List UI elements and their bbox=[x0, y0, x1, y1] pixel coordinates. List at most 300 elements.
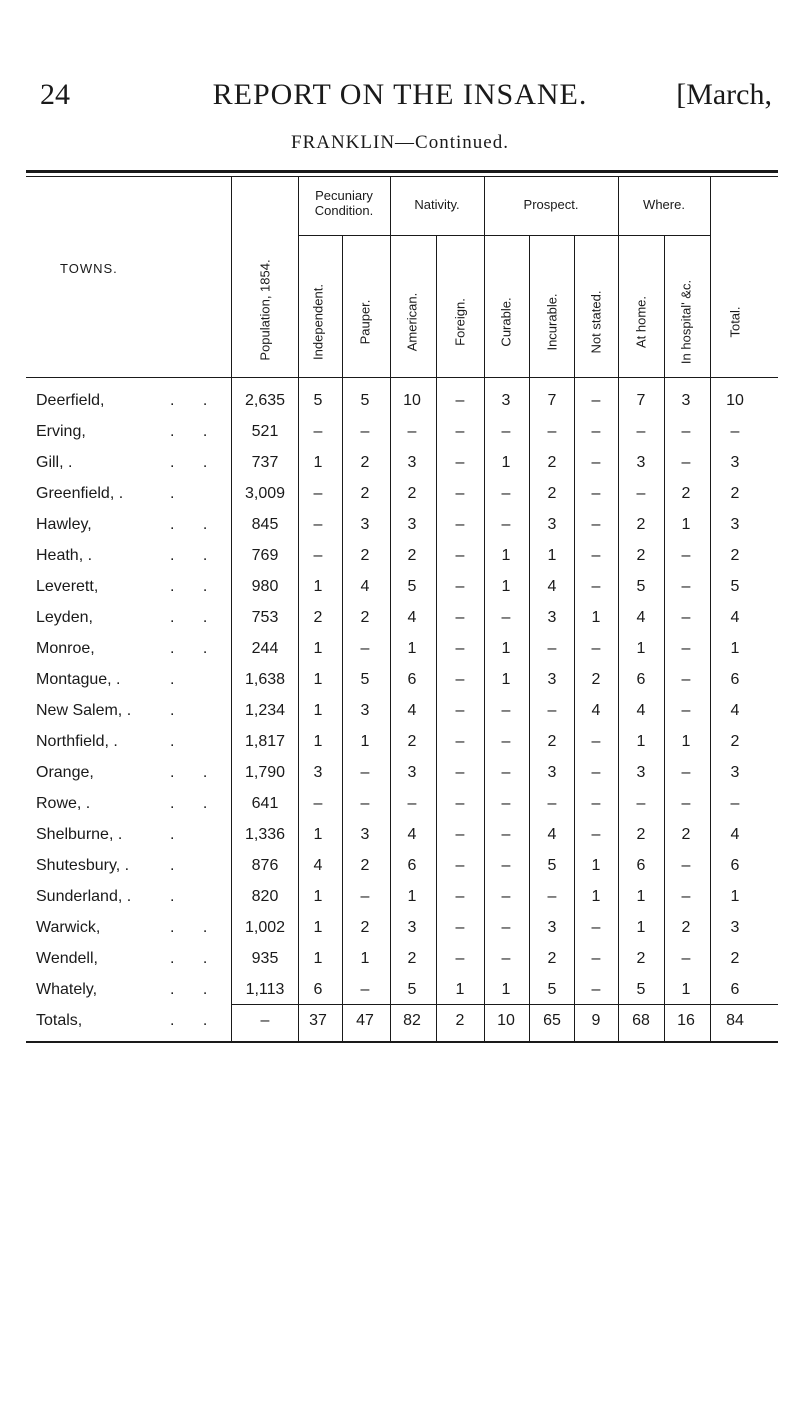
table-cell: – bbox=[455, 888, 465, 905]
table-cell: 3 bbox=[730, 919, 740, 936]
table-row bbox=[0, 888, 800, 918]
table-cell: 6 bbox=[636, 671, 646, 688]
table-cell: – bbox=[636, 485, 646, 502]
table-cell: 2 bbox=[547, 454, 557, 471]
table-cell: 1 bbox=[681, 516, 691, 533]
running-head: REPORT ON THE INSANE. bbox=[212, 78, 588, 111]
table-cell: 980 bbox=[251, 578, 279, 595]
table-cell: – bbox=[455, 609, 465, 626]
table-cell: 2 bbox=[681, 826, 691, 843]
town-name: Leyden, bbox=[36, 609, 93, 626]
town-name: Greenfield, . bbox=[36, 485, 124, 502]
table-cell: – bbox=[591, 950, 601, 967]
table-cell: 753 bbox=[251, 609, 279, 626]
table-cell: – bbox=[360, 764, 370, 781]
table-cell: 2 bbox=[636, 516, 646, 533]
table-cell: – bbox=[681, 547, 691, 564]
table-cell: 1 bbox=[636, 888, 646, 905]
table-cell: – bbox=[501, 826, 511, 843]
table-cell: 4 bbox=[730, 609, 740, 626]
table-cell: – bbox=[636, 795, 646, 812]
table-cell: 769 bbox=[251, 547, 279, 564]
table-row bbox=[0, 516, 800, 546]
table-cell: 4 bbox=[730, 826, 740, 843]
table-cell: 37 bbox=[309, 1012, 327, 1029]
table-cell: – bbox=[455, 857, 465, 874]
table-cell: 2 bbox=[547, 485, 557, 502]
leader-dots: . bbox=[170, 733, 187, 750]
table-row bbox=[0, 671, 800, 701]
table-cell: – bbox=[455, 423, 465, 440]
table-cell: – bbox=[455, 640, 465, 657]
table-cell: 1 bbox=[407, 888, 417, 905]
table-cell: 10 bbox=[403, 392, 421, 409]
leader-dots: . . bbox=[170, 609, 220, 626]
table-cell: – bbox=[591, 454, 601, 471]
table-cell: 1,336 bbox=[244, 826, 286, 843]
town-name: Sunderland, . bbox=[36, 888, 132, 905]
table-cell: 4 bbox=[407, 702, 417, 719]
table-cell: 2 bbox=[407, 547, 417, 564]
table-cell: – bbox=[591, 423, 601, 440]
table-cell: – bbox=[501, 950, 511, 967]
table-cell: 1 bbox=[313, 919, 323, 936]
table-cell: 5 bbox=[360, 671, 370, 688]
table-cell: 1 bbox=[681, 981, 691, 998]
table-row bbox=[0, 609, 800, 639]
table-cell: 820 bbox=[251, 888, 279, 905]
table-cell: 3 bbox=[547, 609, 557, 626]
table-cell: – bbox=[681, 609, 691, 626]
table-cell: 3 bbox=[407, 919, 417, 936]
column-header-label: Curable. bbox=[498, 297, 514, 347]
table-cell: 1,638 bbox=[244, 671, 286, 688]
table-cell: 1 bbox=[360, 950, 370, 967]
table-cell: 68 bbox=[632, 1012, 650, 1029]
table-cell: 1 bbox=[547, 547, 557, 564]
table-cell: – bbox=[681, 857, 691, 874]
leader-dots: . . bbox=[170, 640, 220, 657]
table-cell: 1 bbox=[730, 640, 740, 657]
leader-dots: . . bbox=[170, 950, 220, 967]
table-cell: – bbox=[501, 795, 511, 812]
leader-dots: . . bbox=[170, 795, 220, 812]
leader-dots: . . bbox=[170, 454, 220, 471]
table-cell: 2 bbox=[730, 733, 740, 750]
table-cell: 4 bbox=[547, 826, 557, 843]
table-cell: 6 bbox=[313, 981, 323, 998]
table-cell: 3 bbox=[360, 702, 370, 719]
table-cell: – bbox=[636, 423, 646, 440]
table-cell: 1 bbox=[501, 547, 511, 564]
table-cell: 1 bbox=[360, 733, 370, 750]
table-cell: 4 bbox=[313, 857, 323, 874]
table-cell: 641 bbox=[251, 795, 279, 812]
table-cell: 2 bbox=[360, 857, 370, 874]
table-cell: – bbox=[501, 857, 511, 874]
table-cell: – bbox=[455, 485, 465, 502]
table-row bbox=[0, 485, 800, 515]
table-cell: 3 bbox=[730, 454, 740, 471]
leader-dots: . . bbox=[170, 981, 220, 998]
column-header-label: Total. bbox=[727, 306, 743, 338]
town-name: Montague, . bbox=[36, 671, 121, 688]
table-row bbox=[0, 857, 800, 887]
table-cell: 521 bbox=[251, 423, 279, 440]
table-cell: 2 bbox=[547, 733, 557, 750]
table-cell: 5 bbox=[636, 981, 646, 998]
table-cell: 1 bbox=[591, 609, 601, 626]
column-header-label: Foreign. bbox=[452, 298, 468, 346]
table-cell: 1,113 bbox=[245, 981, 285, 998]
table-cell: 1 bbox=[636, 733, 646, 750]
table-cell: 4 bbox=[636, 609, 646, 626]
table-cell: 6 bbox=[407, 671, 417, 688]
table-cell: – bbox=[681, 578, 691, 595]
table-cell: – bbox=[591, 795, 601, 812]
table-cell: 2 bbox=[636, 547, 646, 564]
town-name: Warwick, bbox=[36, 919, 101, 936]
table-cell: 1 bbox=[636, 640, 646, 657]
table-cell: – bbox=[260, 1012, 270, 1029]
table-cell: – bbox=[455, 826, 465, 843]
column-header-label: Population, 1854. bbox=[257, 259, 273, 361]
group-header-prospect: Prospect. bbox=[523, 197, 579, 212]
table-cell: 1 bbox=[681, 733, 691, 750]
table-cell: – bbox=[547, 795, 557, 812]
table-cell: – bbox=[591, 578, 601, 595]
group-header-pecuniary: Pecuniary Condition. bbox=[314, 188, 374, 218]
table-cell: – bbox=[547, 702, 557, 719]
town-name: Rowe, . bbox=[36, 795, 91, 812]
town-name: Wendell, bbox=[36, 950, 98, 967]
table-row bbox=[0, 392, 800, 422]
town-name: New Salem, . bbox=[36, 702, 132, 719]
table-cell: – bbox=[730, 423, 740, 440]
table-cell: – bbox=[455, 454, 465, 471]
leader-dots: . bbox=[170, 485, 187, 502]
table-cell: – bbox=[547, 423, 557, 440]
table-cell: 1 bbox=[313, 671, 323, 688]
table-cell: – bbox=[591, 516, 601, 533]
table-cell: 3 bbox=[636, 764, 646, 781]
leader-dots: . . bbox=[170, 516, 220, 533]
town-name: Deerfield, bbox=[36, 392, 105, 409]
table-cell: 10 bbox=[497, 1012, 515, 1029]
table-cell: – bbox=[455, 733, 465, 750]
table-cell: – bbox=[730, 795, 740, 812]
table-cell: 5 bbox=[407, 981, 417, 998]
table-row bbox=[0, 640, 800, 670]
table-cell: 2 bbox=[730, 485, 740, 502]
table-cell: 6 bbox=[636, 857, 646, 874]
totals-row bbox=[0, 1012, 800, 1042]
table-cell: – bbox=[360, 888, 370, 905]
table-cell: – bbox=[501, 485, 511, 502]
table-cell: – bbox=[681, 795, 691, 812]
table-row bbox=[0, 578, 800, 608]
table-cell: 1 bbox=[636, 919, 646, 936]
table-cell: 6 bbox=[730, 857, 740, 874]
table-cell: 16 bbox=[677, 1012, 695, 1029]
table-cell: 5 bbox=[730, 578, 740, 595]
town-name: Orange, bbox=[36, 764, 94, 781]
table-title: FRANKLIN—Continued. bbox=[291, 132, 509, 153]
table-cell: 1 bbox=[407, 640, 417, 657]
table-cell: 3 bbox=[407, 764, 417, 781]
table-cell: 5 bbox=[360, 392, 370, 409]
table-cell: – bbox=[591, 485, 601, 502]
table-cell: 1 bbox=[313, 888, 323, 905]
leader-dots: . . bbox=[170, 919, 220, 936]
table-cell: 2 bbox=[591, 671, 601, 688]
table-cell: 1,234 bbox=[244, 702, 286, 719]
table-cell: – bbox=[591, 733, 601, 750]
column-header-label: Incurable. bbox=[544, 293, 560, 351]
table-cell: 9 bbox=[591, 1012, 601, 1029]
leader-dots: . . bbox=[170, 578, 220, 595]
table-cell: 4 bbox=[407, 826, 417, 843]
column-header-label: Independent. bbox=[310, 284, 326, 360]
table-cell: – bbox=[455, 950, 465, 967]
table-cell: 3 bbox=[547, 671, 557, 688]
table-cell: 2 bbox=[547, 950, 557, 967]
running-head-date: [March, bbox=[676, 78, 772, 111]
table-cell: 84 bbox=[726, 1012, 744, 1029]
table-cell: 1 bbox=[501, 454, 511, 471]
table-cell: – bbox=[455, 516, 465, 533]
table-cell: – bbox=[681, 423, 691, 440]
table-cell: 4 bbox=[730, 702, 740, 719]
table-cell: 47 bbox=[356, 1012, 374, 1029]
table-cell: 876 bbox=[251, 857, 279, 874]
table-cell: 3 bbox=[313, 764, 323, 781]
town-name: Heath, . bbox=[36, 547, 93, 564]
table-cell: – bbox=[455, 795, 465, 812]
table-cell: 3 bbox=[636, 454, 646, 471]
table-cell: 935 bbox=[251, 950, 279, 967]
table-row bbox=[0, 547, 800, 577]
table-cell: 3 bbox=[547, 919, 557, 936]
table-cell: 1 bbox=[313, 733, 323, 750]
table-cell: – bbox=[313, 795, 323, 812]
column-header-label: Not stated. bbox=[588, 290, 604, 354]
table-cell: 1,002 bbox=[244, 919, 286, 936]
table-cell: 2 bbox=[730, 950, 740, 967]
table-cell: 2 bbox=[407, 950, 417, 967]
column-header-label: American. bbox=[404, 292, 420, 352]
town-name: Erving, bbox=[36, 423, 86, 440]
table-row bbox=[0, 423, 800, 453]
table-cell: 1 bbox=[455, 981, 465, 998]
table-cell: 1 bbox=[501, 671, 511, 688]
table-cell: – bbox=[681, 454, 691, 471]
table-cell: 10 bbox=[726, 392, 744, 409]
table-cell: 1 bbox=[313, 578, 323, 595]
table-cell: 1 bbox=[730, 888, 740, 905]
table-row bbox=[0, 981, 800, 1011]
town-name: Leverett, bbox=[36, 578, 99, 595]
table-cell: 3,009 bbox=[244, 485, 286, 502]
table-cell: 2 bbox=[360, 485, 370, 502]
leader-dots: . bbox=[170, 826, 187, 843]
table-row bbox=[0, 826, 800, 856]
column-header-label: At home. bbox=[633, 295, 649, 349]
table-cell: 2 bbox=[730, 547, 740, 564]
table-cell: 6 bbox=[730, 671, 740, 688]
town-name: Shutesbury, . bbox=[36, 857, 130, 874]
table-cell: 2 bbox=[360, 547, 370, 564]
table-cell: 6 bbox=[730, 981, 740, 998]
table-cell: 3 bbox=[730, 764, 740, 781]
table-cell: – bbox=[360, 423, 370, 440]
table-cell: 1,790 bbox=[244, 764, 286, 781]
table-cell: – bbox=[407, 795, 417, 812]
table-cell: 5 bbox=[313, 392, 323, 409]
towns-column-header: TOWNS. bbox=[60, 261, 118, 276]
table-cell: 2,635 bbox=[244, 392, 286, 409]
page-number: 24 bbox=[40, 78, 70, 111]
table-cell: – bbox=[681, 702, 691, 719]
table-cell: 3 bbox=[360, 516, 370, 533]
table-cell: 3 bbox=[501, 392, 511, 409]
table-cell: – bbox=[681, 764, 691, 781]
table-cell: – bbox=[455, 764, 465, 781]
table-cell: 845 bbox=[251, 516, 279, 533]
table-cell: 6 bbox=[407, 857, 417, 874]
table-cell: 5 bbox=[636, 578, 646, 595]
table-row bbox=[0, 733, 800, 763]
table-cell: 1 bbox=[501, 640, 511, 657]
town-name: Hawley, bbox=[36, 516, 92, 533]
table-cell: 2 bbox=[360, 454, 370, 471]
table-cell: 82 bbox=[403, 1012, 421, 1029]
leader-dots: . bbox=[170, 671, 187, 688]
group-header-nativity: Nativity. bbox=[414, 197, 460, 212]
table-cell: 2 bbox=[360, 609, 370, 626]
totals-rule bbox=[231, 1004, 778, 1005]
table-row bbox=[0, 795, 800, 825]
leader-dots: . . bbox=[170, 423, 220, 440]
table-top-rule bbox=[26, 170, 778, 173]
table-cell: – bbox=[547, 640, 557, 657]
town-name: Gill, . bbox=[36, 454, 73, 471]
table-cell: 3 bbox=[360, 826, 370, 843]
table-cell: 2 bbox=[636, 826, 646, 843]
table-cell: 1 bbox=[313, 454, 323, 471]
table-cell: – bbox=[501, 702, 511, 719]
table-cell: – bbox=[591, 981, 601, 998]
table-cell: – bbox=[547, 888, 557, 905]
table-cell: – bbox=[455, 392, 465, 409]
table-cell: – bbox=[501, 919, 511, 936]
table-cell: 1 bbox=[313, 826, 323, 843]
header-bottom-rule bbox=[26, 377, 778, 378]
table-cell: 3 bbox=[730, 516, 740, 533]
table-cell: 4 bbox=[547, 578, 557, 595]
table-cell: – bbox=[455, 919, 465, 936]
table-cell: – bbox=[313, 485, 323, 502]
table-cell: – bbox=[591, 764, 601, 781]
table-cell: 737 bbox=[251, 454, 279, 471]
table-cell: 1 bbox=[591, 888, 601, 905]
column-header-label: Pauper. bbox=[357, 299, 373, 345]
table-cell: – bbox=[681, 950, 691, 967]
table-top-rule-thin bbox=[26, 176, 778, 177]
town-name: Whately, bbox=[36, 981, 98, 998]
table-row bbox=[0, 454, 800, 484]
table-cell: – bbox=[455, 547, 465, 564]
table-cell: – bbox=[501, 764, 511, 781]
table-cell: – bbox=[591, 547, 601, 564]
table-cell: 4 bbox=[636, 702, 646, 719]
leader-dots: . . bbox=[170, 392, 220, 409]
leader-dots: . bbox=[170, 702, 187, 719]
town-name: Shelburne, . bbox=[36, 826, 123, 843]
group-rule bbox=[298, 235, 710, 236]
table-cell: – bbox=[681, 888, 691, 905]
table-cell: – bbox=[591, 919, 601, 936]
table-cell: 2 bbox=[636, 950, 646, 967]
table-cell: 4 bbox=[360, 578, 370, 595]
table-cell: 3 bbox=[547, 764, 557, 781]
table-row bbox=[0, 950, 800, 980]
table-cell: – bbox=[501, 516, 511, 533]
column-header-label: In hospital' &c. bbox=[678, 279, 694, 365]
town-name: Northfield, . bbox=[36, 733, 118, 750]
table-cell: 2 bbox=[455, 1012, 465, 1029]
table-cell: 1 bbox=[591, 857, 601, 874]
table-cell: – bbox=[681, 671, 691, 688]
group-header-where: Where. bbox=[643, 197, 685, 212]
table-cell: 2 bbox=[681, 485, 691, 502]
table-cell: – bbox=[455, 578, 465, 595]
table-cell: 1,817 bbox=[244, 733, 286, 750]
table-cell: 1 bbox=[313, 702, 323, 719]
table-cell: 5 bbox=[407, 578, 417, 595]
table-cell: – bbox=[360, 795, 370, 812]
table-cell: 1 bbox=[501, 981, 511, 998]
table-cell: 65 bbox=[543, 1012, 561, 1029]
table-cell: 7 bbox=[636, 392, 646, 409]
table-cell: 5 bbox=[547, 981, 557, 998]
leader-dots: . . bbox=[170, 1012, 220, 1029]
table-cell: – bbox=[501, 733, 511, 750]
table-cell: 1 bbox=[313, 640, 323, 657]
leader-dots: . bbox=[170, 857, 187, 874]
table-cell: 1 bbox=[501, 578, 511, 595]
table-cell: – bbox=[313, 516, 323, 533]
table-cell: 2 bbox=[681, 919, 691, 936]
table-cell: – bbox=[591, 392, 601, 409]
leader-dots: . . bbox=[170, 764, 220, 781]
table-cell: – bbox=[591, 640, 601, 657]
table-cell: 2 bbox=[407, 485, 417, 502]
table-cell: – bbox=[501, 423, 511, 440]
table-cell: – bbox=[455, 671, 465, 688]
table-cell: 4 bbox=[407, 609, 417, 626]
table-cell: 5 bbox=[547, 857, 557, 874]
town-name: Totals, bbox=[36, 1012, 83, 1029]
table-cell: 3 bbox=[547, 516, 557, 533]
table-row bbox=[0, 702, 800, 732]
table-cell: 2 bbox=[360, 919, 370, 936]
table-cell: 1 bbox=[313, 950, 323, 967]
table-cell: 3 bbox=[681, 392, 691, 409]
table-cell: 2 bbox=[407, 733, 417, 750]
table-cell: 244 bbox=[251, 640, 279, 657]
table-cell: – bbox=[455, 702, 465, 719]
